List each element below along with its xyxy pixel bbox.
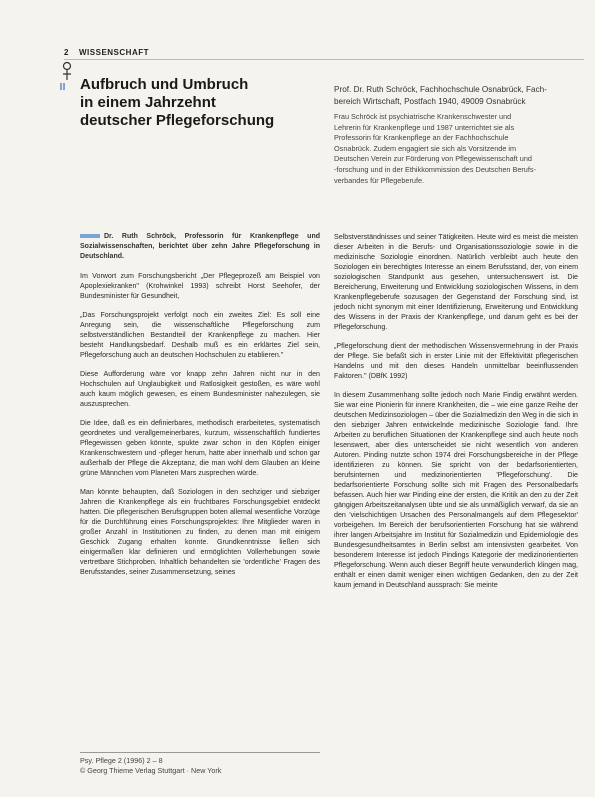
- lead-text: Dr. Ruth Schröck, Professorin für Krankenpflege und Sozialwissenschaften, berichtet über zehn Jahre Pflegeforschung in Deutschland.: [80, 233, 320, 260]
- body-paragraph: Diese Aufforderung wäre vor knapp zehn Jahren nicht nur in den Hochschulen auf Unglaubigkeit und Ratlosigkeit gestoßen, es wäre wohl auch kaum möglich gewesen, es einem Bundesminister nahezulegen, sie auszusprechen.: [80, 370, 320, 408]
- author-bio: [334, 112, 578, 186]
- title-line: Aufbruch und Umbruch: [80, 76, 249, 93]
- author-line: bereich Wirtschaft, Postfach 1940, 49009 Osnabrück: [334, 97, 526, 106]
- footer-divider: [80, 752, 320, 753]
- body-paragraph: In diesem Zusammenhang sollte jedoch noch Marie Findig erwähnt werden. Sie war eine Pionierin für innere Krankheiten, die – wie eine ganze Reihe der deutschen Medizinsoziologen – über die Sozialmedizin den Weg in die sich in den siebziger Jahren entwickelnde medizinische Soziologie fand. Ihre Arbeiten zu beruflichen Situationen der Krankenpflege sind auch heute noch lesenswert, aber dies unterscheidet sie nicht wesentlich von anderen Autoren. Pinding nutzte schon 1974 drei Forschungsbereiche in der Pflege identifizieren zu können. Sie spricht von der bedarfsorientierten, berufsinternen und medizinorientierten 'Pflegeforschung'. Die bedarfsorientierte Forschung sollte sich mit Fragen des Personalbedarfs befassen. Auch hier war Pinding eine der ersten, die Kritik an den zu der Zeit gängigen Arbeitszeitanalysen übte und sie als unmäßiglich verwarf, da sie an den 'vielschichtigen Ursachen des Personalmangels auf dem Pflegesektor' vorbeigehen. Im Bereich der berufsorientierten Forschung hat sie während ihrer langen Arbeitsjahre im Institut für Sozialmedizin und Epidemiologie des Bundesgesundheitsamtes in Berlin selbst am intensivsten gearbeitet. Von besonderem Interesse ist jedoch Pindings Kategorie der medizinorientierten Pflegeforschung. Wenn auch dieser Begriff heute verwunderlich klingen mag, enthält er einen damit weniger einen wichtigen Gedanken, den zu der Zeit kaum jemand in Deutschland aussprach: Sie meinte: [334, 391, 578, 589]
- body-paragraph: Die Idee, daß es ein definierbares, methodisch erarbeitetes, systematisch geordnetes und verallgemeinerbares, kurzum, wissenschaftlich fundiertes Pflegewissen geben könnte, spukte zwar schon in den Köpfen einiger Krankenschwestern und -pfleger herum, hatte aber innerhalb und schon gar außerhalb der Pflege die Akzeptanz, die man wohl dem Glauben an kleine grüne Männchen vom Planeten Mars zusprechen würde.: [80, 419, 320, 477]
- body-paragraph: Selbstverständnisses und seiner Tätigkeiten. Heute wird es meist die meisten dieser Arbeiten in die Berufs- und Organisationssoziologie sowie in die medizinische Soziologie einordnen. Natürlich verbleibt auch heute den Soziologen ein berechtigtes Interesse an einem Berufsstand, der, von einem soziologischen Standpunkt aus gesehen, untersuchenswert ist. Die Bereicherung, Erweiterung und Entwicklung soziologischen Wissens, in dem Krankenpflegeberufe sozusagen der Gegenstand der Forschung sind, ist jedoch nicht synonym mit einer Identifizierung, Erweiterung und Entwicklung des Wissens in der Praxis der Krankenpflege, und darum geht es bei der Pflegeforschung.: [334, 233, 578, 331]
- body-paragraph: Im Vorwort zum Forschungsbericht „Der Pflegeprozeß am Beispiel von Apoplexiekranken" (Krohwinkel 1993) schreibt Horst Seehofer, der Bundesminister für Gesundheit,: [80, 272, 320, 300]
- body-paragraph: Man könnte behaupten, daß Soziologen in den sechziger und siebziger Jahren die Krankenpflege als ein fruchtbares Forschungsgebiet entdeckt hatten. Die pflegerischen Berufsgruppen boten allemal wesentliche Vorzüge für die Durchführung eines Forschungsprojektes: Ihre Mitglieder waren in großer Anzahl in Institutionen zu finden, zu denen man mit einigem Geschick Zugang erhalten konnte. Grundkenntnisse ließen sich einigermaßen klar definieren und ermöglichten Vollerhebungen sowie vertretbare Stichproben. Inhaltlich behandelten sie 'ordentliche' Fragen des Berufsstandes, seiner Zusammensetzung, seines: [80, 488, 320, 576]
- lead-paragraph: [80, 232, 320, 262]
- bio-line: Osnabrück. Zudem engagiert sie sich als Vorsitzende im: [334, 143, 517, 153]
- author-line: Prof. Dr. Ruth Schröck, Fachhochschule Osnabrück, Fach-: [334, 85, 547, 94]
- title-line: deutscher Pflegeforschung: [80, 112, 275, 129]
- header-divider: [64, 59, 584, 60]
- title-line: in einem Jahrzehnt: [80, 94, 216, 111]
- bio-line: Lehrerin für Krankenpflege und 1987 unterrichtet sie als: [334, 122, 515, 132]
- author-affiliation: [334, 84, 578, 108]
- citation-footer: [80, 756, 320, 776]
- left-column: [80, 232, 320, 586]
- body-paragraph: „Pflegeforschung dient der methodischen Wissensvermehrung in der Praxis der Pflege. Sie befaßt sich in erster Linie mit der Effektivität pflegerischen Handelns und mit den dieses Handeln unmittelbar beeinflussenden Faktoren." (DBfK 1992): [334, 342, 578, 380]
- citation-line: Psy. Pflege 2 (1996) 2 – 8: [80, 756, 163, 765]
- bio-line: -forschung und in der Ethikkommission des Deutschen Berufs-: [334, 164, 536, 174]
- bio-line: verbandes für Pflegeberufe.: [334, 175, 425, 185]
- section-label: WISSENSCHAFT: [79, 48, 149, 57]
- copyright-line: © Georg Thieme Verlag Stuttgart · New York: [80, 766, 222, 775]
- bio-line: Professorin für Krankenpflege an der Fachhochschule: [334, 133, 509, 143]
- page-number: 2: [64, 48, 69, 57]
- body-paragraph: „Das Forschungsprojekt verfolgt noch ein zweites Ziel: Es soll eine Anregung sein, die wissenschaftliche Pflegeforschung zum selbstverständlichen Bestandteil der Krankenpflege zu machen. Hier besteht Handlungsbedarf. Deshalb muß es ein erklärtes Ziel sein, Pflegeforschung auch an deutschen Hochschulen zu etablieren.": [80, 311, 320, 359]
- right-column: [334, 232, 578, 599]
- accent-bar: [80, 234, 100, 238]
- journal-logo-icon: [60, 60, 74, 90]
- bio-line: Deutschen Verein zur Förderung von Pflegewissenschaft und: [334, 154, 532, 164]
- article-title: [80, 76, 310, 130]
- bio-line: Frau Schröck ist psychiatrische Krankenschwester und: [334, 112, 512, 121]
